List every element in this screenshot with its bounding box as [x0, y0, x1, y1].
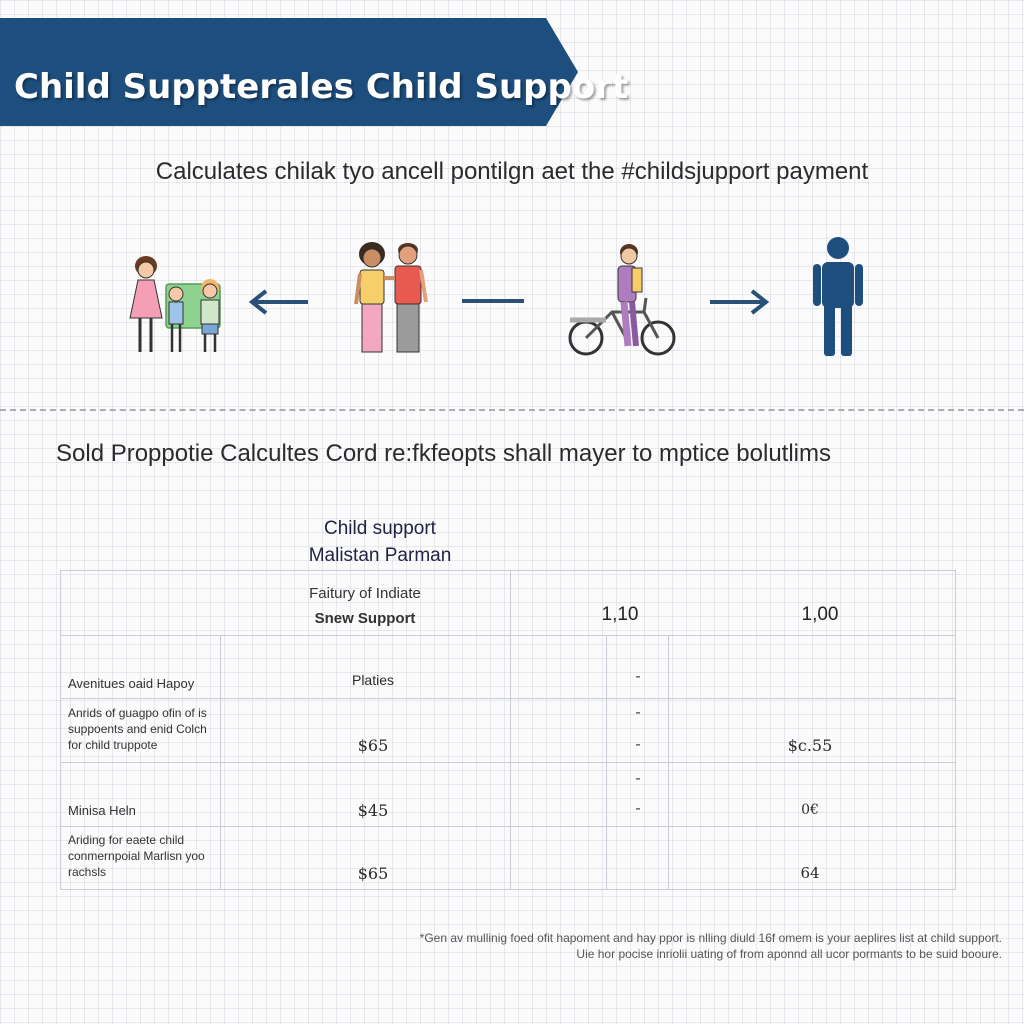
row-marker: -: [635, 668, 641, 685]
row-label: Avenitues oaid Hapoy: [68, 676, 195, 691]
row-value: 64: [800, 864, 820, 882]
section-divider: [0, 409, 1024, 411]
header-line2: Snew Support: [314, 610, 416, 627]
table-title: [280, 515, 480, 569]
header-line1: Faitury of Indiate: [309, 585, 421, 602]
header-banner: [0, 18, 629, 126]
arrow-left-icon: [246, 288, 310, 316]
row-amount: $45: [357, 801, 389, 820]
footnote: *Gen av mullinig foed ofit hapoment and hay ppor is nlling diuld 16f omem is your aeplires list at child support. Uie hor pocise inriolii uating of from aponnd all ucor pormants to be suid booure.: [419, 931, 1002, 961]
row-marker: -: [635, 704, 641, 721]
row-marker: -: [635, 800, 641, 817]
parent-bicycle-icon: [566, 240, 678, 360]
row-label: Minisa Heln: [68, 803, 136, 818]
page-title: Child Suppterales Child Support: [14, 67, 629, 107]
table-header-label: [230, 581, 500, 631]
row-label: Anrids of guagpo ofin of is suppoents and enid Colch for child truppote: [68, 706, 207, 752]
page-subtitle: Calculates chilak tyo ancell pontilgn aet the #childsjupport payment: [155, 158, 869, 185]
row-value: $c.55: [787, 736, 833, 755]
parents-icon: [350, 240, 432, 356]
row-label: Ariding for eaete child conmernpoial Marlisn yoo rachsls: [68, 833, 205, 879]
row-amount: $65: [357, 736, 389, 755]
section-heading: Sold Proppotie Calcultes Cord re:fkfeopts shall mayer to mptice bolutlims: [56, 440, 832, 467]
row-value: 0€: [801, 802, 819, 818]
row-amount: Platies: [351, 672, 395, 688]
row-marker: -: [635, 770, 641, 787]
arrow-right-icon: [708, 288, 774, 316]
connector-line-icon: [460, 292, 526, 310]
table-title-line2: Malistan Parman: [308, 545, 452, 566]
row-marker: -: [635, 736, 641, 753]
family-children-icon: [126, 254, 228, 356]
header-value-a: 1,10: [601, 604, 639, 625]
row-amount: $65: [357, 864, 389, 883]
header-value-b: 1,00: [801, 604, 839, 625]
table-title-line1: Child support: [324, 518, 436, 539]
person-icon: [810, 236, 866, 358]
